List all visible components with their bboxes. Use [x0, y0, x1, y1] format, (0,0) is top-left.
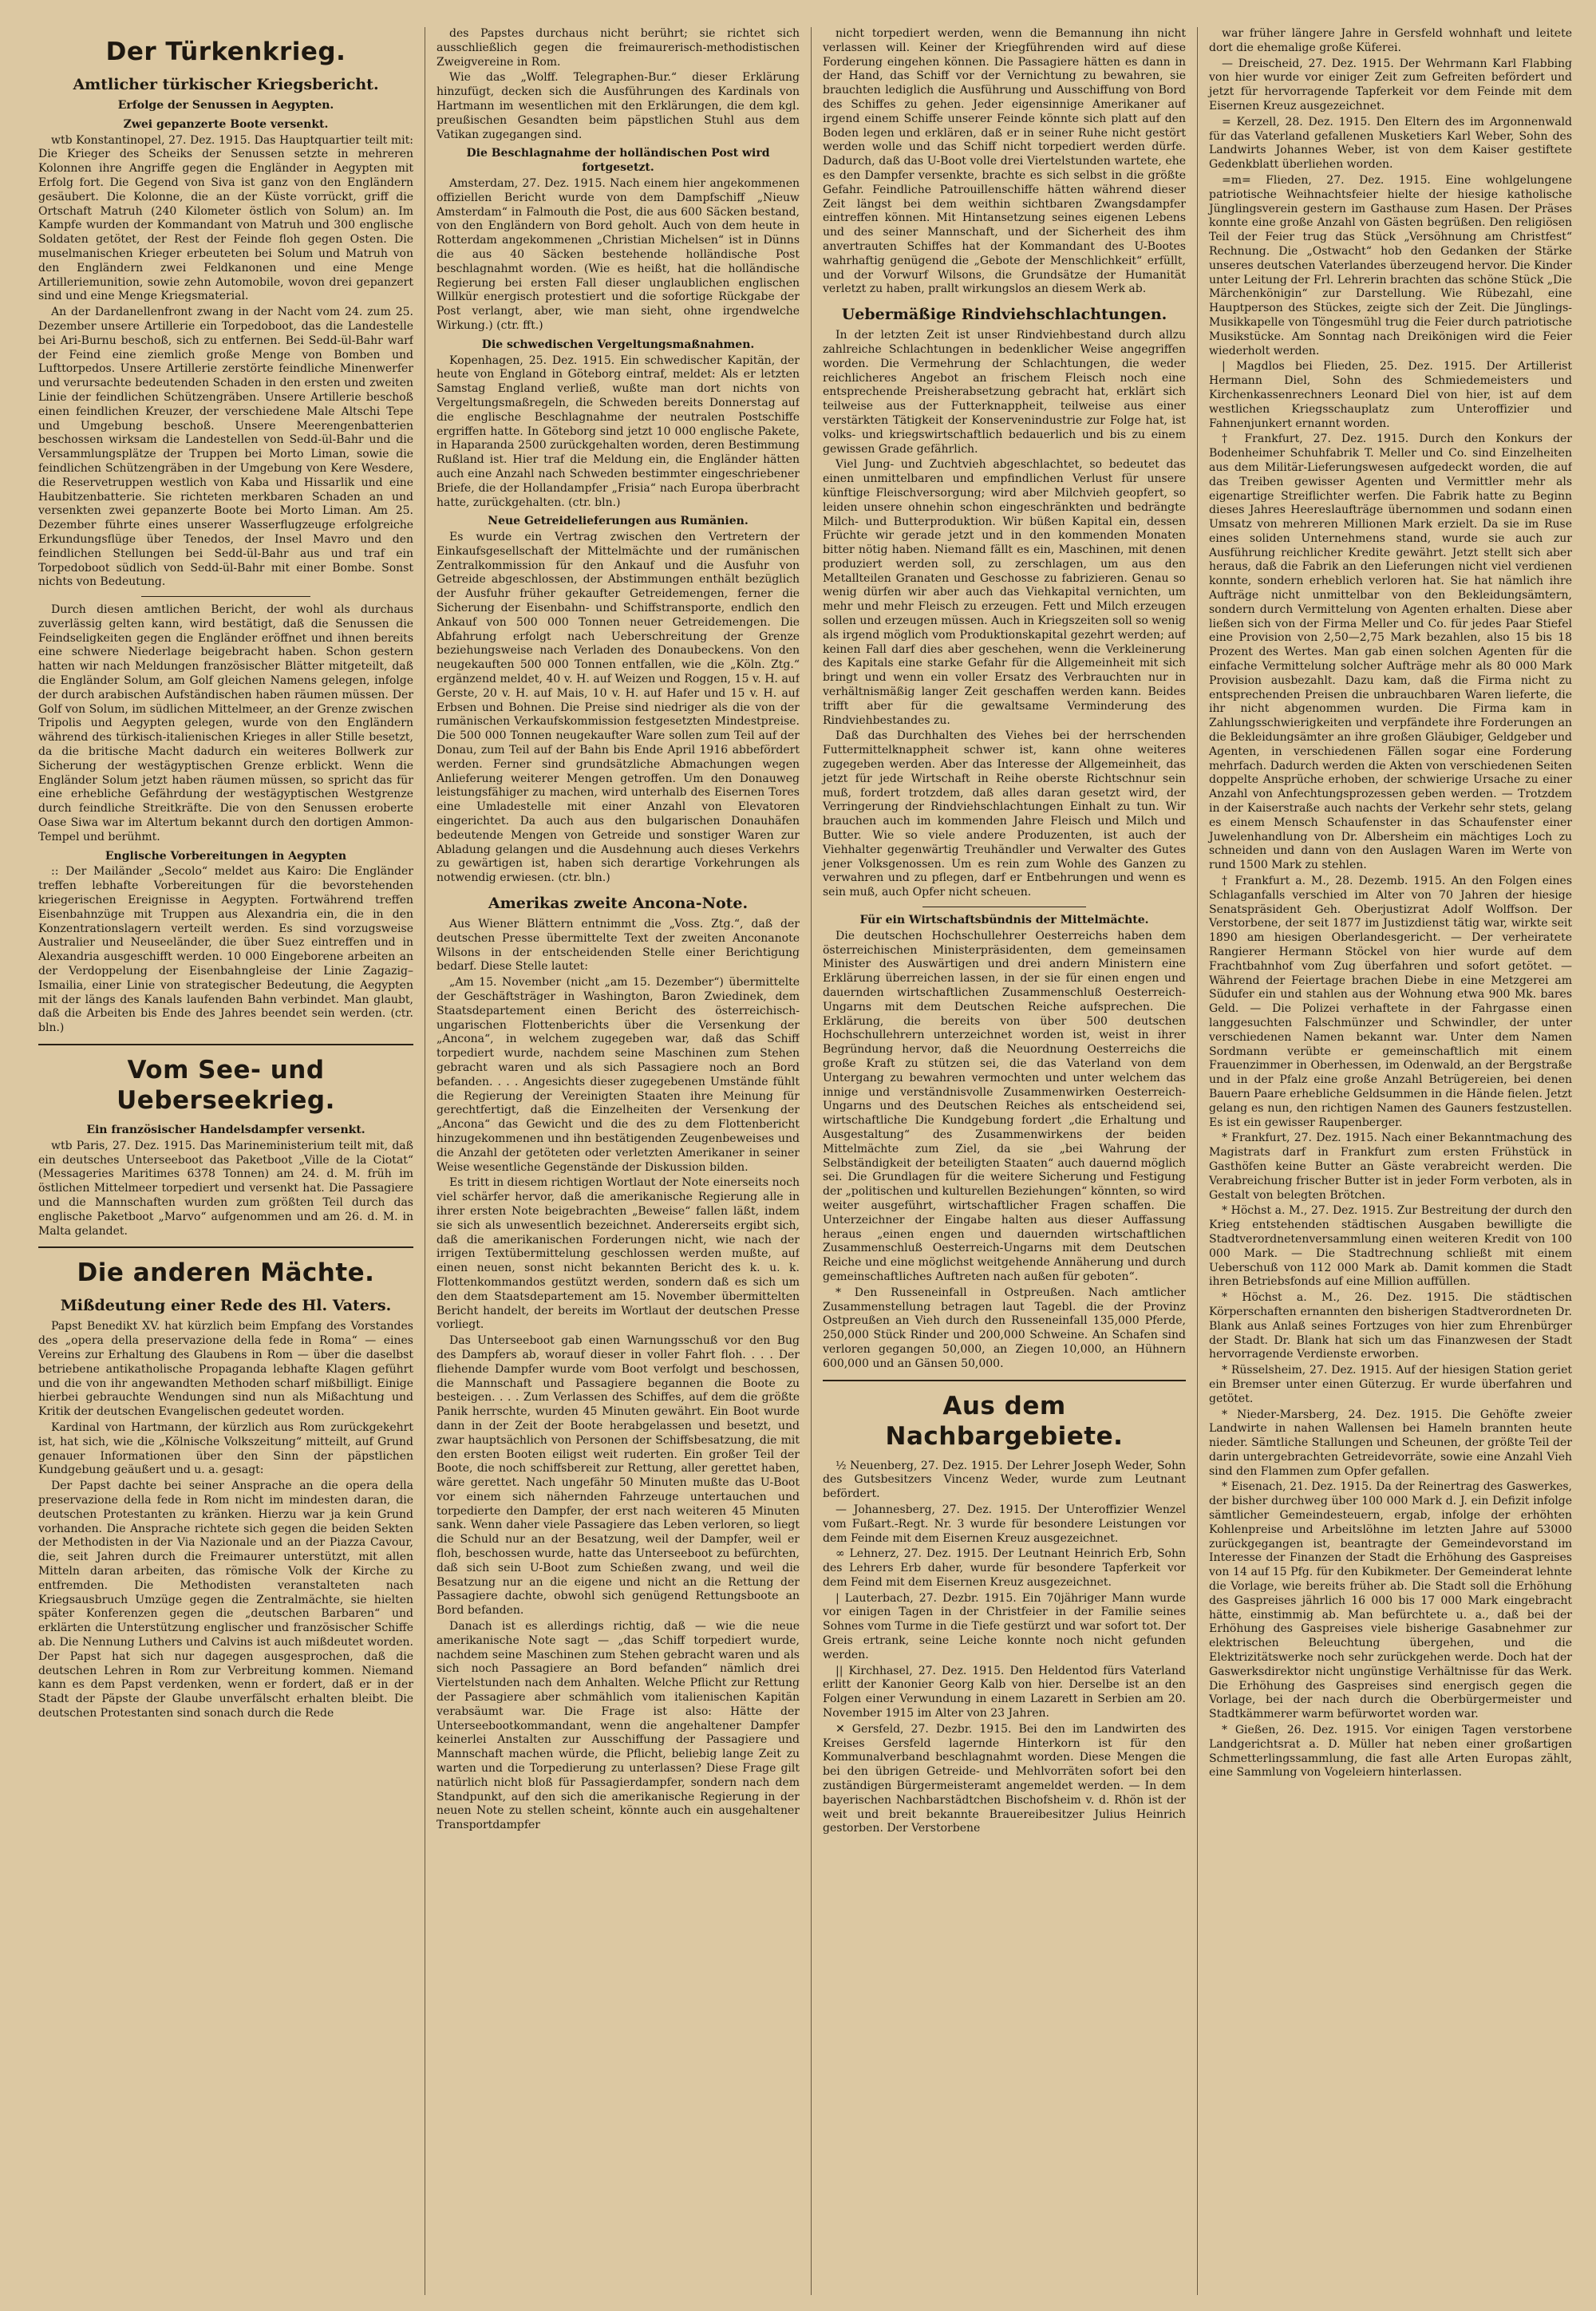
paragraph: Es wurde ein Vertrag zwischen den Vertretern der Einkaufsgesellschaft der Mittelmächte und der rumänischen Zentralkommission für den Ankauf und die Ausfuhr von Getreide abgeschlossen, der Abstimmungen enthält bezüglich der Ausfuhr früher gekaufter Getreidemengen, ferner die Sicherung der Eisenbahn- und Schiffstransporte, endlich den Ankauf von 500 000 Tonnen neuer Getreidemengen. Die Abfahrung erfolgt nach Ueberschreitung der Grenze beziehungsweise nach Verladen des Donaubeckens. Von den neugekauften 500 000 Tonnen entfallen, wie die „Köln. Ztg.“ ergänzend meldet, 40 v. H. auf Weizen und Roggen, 15 v. H. auf Gerste, 20 v. H. auf Mais, 10 v. H. auf Hafer und 15 v. H. auf Erbsen und Bohnen. Die Preise sind niedriger als die von der rumänischen Verkaufskommission festgesetzten Mindestpreise. Die 500 000 Tonnen neugekaufter Ware sollen zum Teil auf der Donau, zum Teil auf der Bahn bis Ende April 1916 abbefördert werden. Ferner sind grundsätzliche Abmachungen wegen Anlieferung weiterer Mengen getroffen. Um den Donauweg leistungsfähiger zu machen, wird unterhalb des Eisernen Tores eine Umladestelle mit einer Anzahl von Elevatoren eingerichtet. Da auch aus den bulgarischen Donauhäfen bedeutende Mengen von Getreide und sonstiger Waren zur Abladung gelangen und die Ausdehnung auch dieses Verkehrs zu gewärtigen ist, haben sich derartige Vorkehrungen als notwendig erwiesen. (ctr. bln.): [437, 531, 800, 885]
paragraph: | Lauterbach, 27. Dezbr. 1915. Ein 70jähriger Mann wurde vor einigen Tagen in der Christfeier in der Familie seines Sohnes vom Turme in die Tiefe gestürzt und war sofort tot. Der Greis ertrank, seine Leiche konnte noch nicht gefunden werden.: [823, 1591, 1186, 1661]
article-heading: Neue Getreidelieferungen aus Rumänien.: [488, 515, 749, 528]
paragraph: Kopenhagen, 25. Dez. 1915. Ein schwedischer Kapitän, der heute von England in Göteborg eintraf, meldet: Als er letzten Samstag England verließ, wußte man dort nichts von Vergeltungsmaßregeln, die Schweden bereits Donnerstag auf die englische Beschlagnahme der neutralen Postschiffe ergriffen hatte. In Göteborg sind jetzt 10 000 englische Pakete, in Haparanda 2500 zurückgehalten worden, deren Bestimmung Rußland ist. Hier traf die Meldung ein, die Engländer hätten auch eine Anzahl nach Schweden bestimmter eingeschriebener Briefe, die der Hollandampfer „Frisia“ nach Europa überbracht hatte, zurückgehalten. (ctr. bln.): [437, 354, 800, 509]
paragraph: = Kerzell, 28. Dez. 1915. Den Eltern des im Argonnenwald für das Vaterland gefallenen Musketiers Karl Weber, Sohn des Landwirts Johannes Weber, ist von dem Kaiser gestiftete Gedenkblatt überliehen worden.: [1209, 115, 1572, 172]
article-heading: Uebermäßige Rindviehschlachtungen.: [841, 306, 1167, 324]
divider: [823, 1380, 1186, 1381]
paragraph: || Kirchhasel, 27. Dez. 1915. Den Heldentod fürs Vaterland erlitt der Kanonier Georg Kalb von hier. Derselbe ist an den Folgen einer Verwundung in einem Lazarett in Serbien am 20. November 1915 im Alter von 23 Jahren.: [823, 1664, 1186, 1720]
paragraph: ½ Neuenberg, 27. Dez. 1915. Der Lehrer Joseph Weder, Sohn des Gutsbesitzers Vincenz Weder, wurde zum Leutnant befördert.: [823, 1459, 1186, 1501]
article-heading: Die schwedischen Vergeltungsmaßnahmen.: [481, 338, 755, 351]
paragraph: Daß das Durchhalten des Viehes bei der herrschenden Futtermittelknappheit schwer ist, kann ohne weiteres zugegeben werden. Aber das Interesse der Allgemeinheit, das jetzt für jede Wirtschaft in Reihe oberste Richtschnur sein muß, fordert trotzdem, daß alles daran gesetzt wird, der Verringerung der Rindviehschlachtungen Einhalt zu tun. Wir brauchen auch im kommenden Jahre Fleisch und Milch und Butter. Wie so viele andere Produzenten, ist auch der Viehhalter gegenwärtig Treuhändler und Verwalter des Gutes jener Volksgenossen. Um es rein zum Wohle des Ganzen zu verwahren und zu pflegen, darf er Entbehrungen und wenn es sein muß, auch Opfer nicht scheuen.: [823, 729, 1186, 899]
section-heading-seekrieg: Vom See- und Ueberseekrieg.: [117, 1056, 335, 1115]
paragraph: * Höchst a. M., 26. Dez. 1915. Die städtischen Körperschaften ernannten den bisherigen Stadtverordneten Dr. Blank aus Anlaß seines Fortzuges von hier zum Ehrenbürger der Stadt. Dr. Blank hat sich um das Finanzwesen der Stadt hervorragende Verdienste erworben.: [1209, 1291, 1572, 1361]
article-heading: Amtlicher türkischer Kriegsbericht.: [73, 76, 379, 93]
paragraph: Papst Benedikt XV. hat kürzlich beim Empfang des Vorstandes des „opera della preservazione della fede in Roma“ — eines Vereins zur Erhaltung des Glaubens in Rom — über die daselbst betriebene antikatholische Propaganda lebhafte Klagen geführt und die von ihr angewandten Methoden scharf mißbilligt. Einige hierbei gebrauchte Wendungen sind nun als Mißachtung und Kritik der deutschen Evangelischen gedeutet worden.: [38, 1320, 413, 1419]
article-heading: Für ein Wirtschaftsbündnis der Mittelmächte.: [859, 914, 1149, 927]
paragraph: Kardinal von Hartmann, der kürzlich aus Rom zurückgekehrt ist, hat sich, wie die „Kölnische Volkszeitung“ mitteilt, auf Grund genauer Informationen über den Sinn der päpstlichen Kundgebung geäußert und u. a. gesagt:: [38, 1420, 413, 1477]
paragraph: | Magdlos bei Flieden, 25. Dez. 1915. Der Artillerist Hermann Diel, Sohn des Schmiedemeisters und Kirchenkassenrechners Leonard Diel von hier, ist auf dem westlichen Kriegsschauplatz zum Unteroffizier und Fahnenjunkert ernannt worden.: [1209, 360, 1572, 430]
column-2: [425, 27, 800, 2295]
paragraph: Das Unterseeboot gab einen Warnungsschuß vor den Bug des Dampfers ab, worauf dieser in voller Fahrt floh. . . . Der fliehende Dampfer wurde vom Boot verfolgt und beschossen, die Mannschaft und Passagiere begannen die Boote zu besteigen. . . . Zum Verlassen des Schiffes, auf dem die größte Panik herrschte, wurden 45 Minuten gewährt. Ein Boot wurde dann in der Zeit der Boote herabgelassen und besetzt, und zwar hauptsächlich von Personen der Schiffsbesatzung, die mit den ersten Booten eiligst weit ruderten. Ein großer Teil der Boote, die noch schiffsbereit zur Rettung, aller gerettet haben, wäre gerettet. Nach ungefähr 50 Minuten mußte das U-Boot vor einem sich nähernden Fahrzeuge untertauchen und torpedierte den Dampfer, der erst nach weiteren 45 Minuten sank. Wenn daher viele Passagiere das Leben verloren, so liegt die Schuld nur an der Besatzung, weil der Dampfer, weil er floh, beschossen wurde, hatte das Unterseeboot zu befürchten, daß sich sein U-Boot zum Schießen zwang, und weil die Besatzung nur an die eigene und nicht an die Rettung der Passagiere dachte, obwohl sich genügend Rettungsboote an Bord befanden.: [437, 1334, 800, 1618]
columns: [38, 27, 1572, 2295]
paragraph: ✕ Gersfeld, 27. Dezbr. 1915. Bei den im Landwirten des Kreises Gersfeld lagernde Hinterkorn ist für den Kommunalverband beschlagnahmt worden. Diese Mengen die bei den übrigen Getreide- und Mehlvorräten sofort bei den zuständigen Bürgermeisteramt angemeldet werden. — In dem bayerischen Nachbarstädtchen Bischofsheim v. d. Rhön ist der weit und breit bekannte Brauereibesitzer Julius Heinrich gestorben. Der Verstorbene: [823, 1722, 1186, 1835]
section-heading-tuerkenkrieg: Der Türkenkrieg.: [105, 38, 346, 66]
paragraph: Aus Wiener Blättern entnimmt die „Voss. Ztg.“, daß der deutschen Presse übermittelte Text der zweiten Anconanote Wilsons in der entscheidenden Stelle einer Berichtigung bedarf. Diese Stelle lautet:: [437, 918, 800, 974]
article-heading: Englische Vorbereitungen in Aegypten: [105, 849, 347, 863]
paragraph: Danach ist es allerdings richtig, daß — wie die neue amerikanische Note sagt — „das Schiff torpediert wurde, nachdem seine Maschinen zum Stehen gebracht waren und als sich noch Passagiere an Bord befanden“ nämlich drei Viertelstunden nach dem Anhalten. Welche Pflicht zur Rettung der Passagiere aber schmählich vom italienischen Kapitän verabsäumt war. Die Frage ist also: Hätte der Unterseebootkommandant, wenn die angehaltener Dampfer keinerlei Anstalten zur Ausschiffung der Passagiere und Mannschaft machen würde, die Pflicht, beliebig lange Zeit zu warten und die Torpedierung zu unterlassen? Diese Frage gilt natürlich nicht bloß für Passagierdampfer, sondern nach dem Standpunkt, auf den sich die amerikanische Regierung in der neuen Note zu stellen scheint, könnte auch ein ausgehaltener Transportdampfer: [437, 1620, 800, 1832]
paragraph: In der letzten Zeit ist unser Rindviehbestand durch allzu zahlreiche Schlachtungen in bedenklicher Weise angegriffen worden. Die Vermehrung der Schlachtungen, die weder reichlicheres Angebot an frischem Fleisch noch eine entsprechende Preisherabsetzung gebracht hat, erklärt sich teilweise aus der Futterknappheit, teilweise aus einer verstärkten Tätigkeit der Konservenindustrie zur Folge hat, ist volks- und kriegswirtschaftlich bedauerlich und bis zu einem gewissen Grade gefährlich.: [823, 329, 1186, 456]
paragraph: — Dreischeid, 27. Dez. 1915. Der Wehrmann Karl Flabbing von hier wurde vor einiger Zeit zum Gefreiten befördert und jetzt für hervorragende Tapferkeit vor dem Feinde mit dem Eisernen Kreuz ausgezeichnet.: [1209, 57, 1572, 113]
paragraph: „Am 15. November (nicht „am 15. Dezember“) übermittelte der Geschäftsträger in Washington, Baron Zwiedinek, dem Staatsdepartement einen Bericht des österreichisch-ungarischen Flottenberichts über die Versenkung der „Ancona“, in welchem zugegeben war, daß das Schiff torpediert wurde, nachdem seine Maschinen zum Stehen gebracht waren und als sich Passagiere noch an Bord befanden. . . . Angesichts dieser zugegebenen Umstände fühlt die Regierung der Vereinigten Staaten ihre Meinung für gerechtfertigt, daß die Einzelheiten der Versenkung der „Ancona“ das Gewicht und die des zu dem Flottenbericht hinzugekommenen und ihn bestätigenden Zeugenbeweises und die Anzahl der getöteten oder verletzten Amerikaner in seiner Weise wesentliche Gegenstände der Diskussion bilden.: [437, 976, 800, 1174]
paragraph: * Gießen, 26. Dez. 1915. Vor einigen Tagen verstorbene Landgerichtsrat a. D. Müller hat neben einer großartigen Schmetterlingssammlung, die fast alle Arten Europas zählt, eine Sammlung von Vogeleiern hinterlassen.: [1209, 1724, 1572, 1780]
divider: [38, 1246, 413, 1248]
paragraph: † Frankfurt a. M., 28. Dezemb. 1915. An den Folgen eines Schlaganfalls verschied im Alter von 70 Jahren der hiesige Senatspräsident Geh. Oberjustizrat Adolf Wolffson. Der Verstorbene, der seit 1877 im Justizdienst tätig war, wirkte seit 1890 am hiesigen Oberlandesgericht. — Der verheiratete Rangierer Hermann Stöckel von hier wurde auf dem Frachtbahnhof vom Zug überfahren und sofort getötet. — Während der Feiertage brachen Diebe in eine Metzgerei am Südufer ein und stahlen aus der Wohnung etwa 900 Mk. bares Geld. — Die Polizei verhaftete in der Fahrgasse einen langgesuchten Falschmünzer und Schwindler, der unter verschiedenen Namen bekannt war. Unter dem Namen Sordmann verübte er gemeinschaftlich mit einem Frauenzimmer in Oberhessen, im Odenwald, an der Bergstraße und in der Pfalz eine große Anzahl Betrügereien, bei denen Bauern Paare erhebliche Geldsummen in die Hände fielen. Jetzt gelang es nun, den richtigen Namen des Gauners festzustellen. Es ist ein gewisser Raupenberger.: [1209, 875, 1572, 1129]
divider: [38, 1044, 413, 1045]
column-4: [1197, 27, 1572, 2295]
paragraph: * Rüsselsheim, 27. Dez. 1915. Auf der hiesigen Station geriet ein Bremser unter einen Güterzug. Er wurde überfahren und getötet.: [1209, 1364, 1572, 1405]
paragraph: des Papstes durchaus nicht berührt; sie richtet sich ausschließlich gegen die freimaurerisch-methodistischen Zweigvereine in Rom.: [437, 27, 800, 69]
paragraph: wtb Paris, 27. Dez. 1915. Das Marineministerium teilt mit, daß ein deutsches Unterseeboot das Paketboot „Ville de la Ciotat“ (Messageries Maritimes 6378 Tonnen) am 24. d. M. früh im östlichen Mittelmeer torpediert und versenkt hat. Die Passagiere und die Mannschaften wurden zum größten Teil durch das englische Paketboot „Marvo“ aufgenommen und am 26. d. M. in Malta gelandet.: [38, 1139, 413, 1238]
paragraph: * Frankfurt, 27. Dez. 1915. Nach einer Bekanntmachung des Magistrats darf in Frankfurt zum ersten Frühstück in Gasthöfen keine Butter an Gäste verabreicht werden. Die Verabreichung frischer Butter ist in jeder Form verboten, als in Gestalt von belegten Brötchen.: [1209, 1132, 1572, 1202]
divider: [141, 596, 310, 597]
paragraph: * Den Russeneinfall in Ostpreußen. Nach amtlicher Zusammenstellung betragen laut Tagebl. die der Provinz Ostpreußen an Vieh durch den Russeneinfall 135,000 Pferde, 250,000 Stück Rinder und 200,000 Schweine. An Schafen sind verloren gegangen 50,000, an Ziegen 10,000, an Hühnern 600,000 und an Gänsen 50,000.: [823, 1286, 1186, 1370]
paragraph: Viel Jung- und Zuchtvieh abgeschlachtet, so bedeutet das einen unmittelbaren und empfindlichen Verlust für unsere künftige Fleischversorgung; wird aber Milchvieh geopfert, so leiden unsere ohnehin schon eingeschränkten und bedrängte Milch- und Butterproduktion. Wir büßen Kapital ein, dessen Früchte wir gerade jetzt und in den kommenden Monaten bitter nötig haben. Niemand fällt es ein, Maschinen, mit denen produziert werden soll, zu zerschlagen, um aus den Metallteilen Granaten und Geschosse zu fabrizieren. Genau so wenig dürfen wir aber auch das Viehkapital vernichten, um mehr und mehr Fleisch zu erzeugen. Fett und Milch erzeugen sollen und erzeugen müssen. Auch in Kriegszeiten soll so wenig als irgend möglich vom Produktionskapital gezehrt werden; auf keinen Fall darf dies aber geschehen, wenn die Verkleinerung des Kapitals eine starke Gefahr für die Allgemeinheit mit sich bringt und wenn ein voller Ersatz des Verbrauchten nur in verhältnismäßig langer Zeit geschaffen werden kann. Beides trifft aber für die gewaltsame Verminderung des Rindviehbestandes zu.: [823, 458, 1186, 727]
article-subheading: Zwei gepanzerte Boote versenkt.: [123, 117, 329, 131]
paragraph: * Eisenach, 21. Dez. 1915. Da der Reinertrag des Gaswerkes, der bisher durchweg über 100 000 Mark d. J. ein Defizit infolge sämtlicher Gemeindesteuern, ergab, infolge der erhöhten Kohlenpreise und Arbeitslöhne im letzten Jahre auf 53000 zurückgegangen ist, beantragte der Gemeindevorstand im Interesse der Finanzen der Stadt die Erhöhung des Gaspreises von 14 auf 15 Pfg. für den Kubikmeter. Der Gemeinderat lehnte die Vorlage, wie bereits früher ab. Die Stadt soll die Erhöhung des Gaspreises jährlich 16 000 bis 17 000 Mark eingebracht hätte, einstimmig ab. Man befürchtete u. a., daß bei der Erhöhung des Gaspreises viele bisherige Gasabnehmer zur elektrischen Beleuchtung übergehen, und die Elektrizitätswerke noch sehr zurückgehen werde. Doch hat der Gaswerksdirektor nicht ungünstige Verhältnisse für das Werk. Die Erhöhung des Gaspreises sind energisch gegen die Vorlage, bei der nach durch die Oberbürgermeister und Stadtkämmerer warm befürwortet worden war.: [1209, 1480, 1572, 1721]
article-heading: Amerikas zweite Ancona-Note.: [488, 895, 749, 913]
article-subheading: Erfolge der Senussen in Aegypten.: [117, 99, 334, 112]
article-heading: Mißdeutung einer Rede des Hl. Vaters.: [60, 1297, 392, 1315]
paragraph: An der Dardanellenfront zwang in der Nacht vom 24. zum 25. Dezember unsere Artillerie ein Torpedoboot, das die Landestelle bei Ari-Burnu beschoß, sich zu entfernen. Bei Sedd-ül-Bahr warf der Feind eine ziemlich große Menge von Bomben und Lufttorpedos. Unsere Artillerie zerstörte feindliche Minenwerfer und verursachte bedeutenden Schaden in den ersten und zweiten Linie der feindlichen Schützengräben. Unsere Artillerie beschoß einen feindlichen Kreuzer, der verschiedene Male Altschi Tepe und Umgebung beschoß. Unsere Meerengenbatterien beschossen wirksam die Landestellen von Sedd-ül-Bahr und die Versammlungsplätze der Truppen bei Morto Liman, sowie die feindlichen Schützengräben in der Umgebung von Kere Wesdere, die Reservetruppen westlich von Kaba und Hissarlik und eine Haubitzenbatterie. Sie richteten merkbaren Schaden an und versenkten zwei gepanzerte Boote bei Morto Liman. Am 25. Dezember führte eines unserer Wasserflugzeuge erfolgreiche Erkundungsflüge über Tenedos, der Insel Mavro und den feindlichen Stellungen bei Sedd-ül-Bahr aus und traf ein Torpedoboot südlich von Sedd-ül-Bahr mit einer Bombe. Sonst nichts von Bedeutung.: [38, 306, 413, 589]
paragraph: nicht torpediert werden, wenn die Bemannung ihn nicht verlassen will. Keiner der Kriegführenden wird auf diese Forderung eingehen können. Die Passagiere hätten es dann in der Hand, das Schiff vor der Vernichtung zu bewahren, sie brauchten lediglich die Ausführung und Ausschiffung von Bord des Schiffes zu gehen. Jeder eigensinnige Amerikaner auf irgend einem Schiffe unserer Feinde könnte sich platt auf den Boden legen und erklären, daß er in seiner Ruhe nicht gestört werden wolle und das Schiff nicht torpediert werden dürfe. Dadurch, daß das U-Boot volle drei Viertelstunden wartete, ehe es den Dampfer versenkte, brachte es sich selbst in die größte Gefahr. Feindliche Patrouillenschiffe hätten während dieser Zeit längst bei dem weithin sichtbaren Zwangsdampfer eintreffen können. Mit Hintansetzung seines eigenen Lebens und des seiner Mannschaft, und der Sicherheit des ihm anvertrauten Schiffes hat der Kommandant des U-Bootes wahrhaftig genügend die „Gebote der Menschlichkeit“ erfüllt, und der Vorwurf Wilsons, die Grundsätze der Humanität verletzt zu haben, prallt wirkungslos an diesem Werk ab.: [823, 27, 1186, 296]
column-1: [38, 27, 413, 2295]
paragraph: Es tritt in diesem richtigen Wortlaut der Note einerseits noch viel schärfer hervor, daß die amerikanische Regierung alle in ihrer ersten Note beigebrachten „Beweise“ fallen läßt, indem sie sich als unwesentlich bezeichnet. Andererseits ergibt sich, daß die amerikanischen Forderungen nicht, wie nach der irrigen Textübermittelung geschlossen werden mußte, auf einen neuen, sonst nicht bekannten Bericht des k. u. k. Flottenkommandos gestützt werden, sondern daß es sich um den dem Staatsdepartement am 15. November übermittelten Bericht handelt, der bereits im Wortlaut der deutschen Presse vorliegt.: [437, 1176, 800, 1332]
paragraph: Wie das „Wolff. Telegraphen-Bur.“ dieser Erklärung hinzufügt, decken sich die Ausführungen des Kardinals von Hartmann im wesentlichen mit den Erklärungen, die dem kgl. preußischen Gesandten beim päpstlichen Stuhl aus dem Vatikan zugegangen sind.: [437, 71, 800, 141]
article-heading: Die Beschlagnahme der holländischen Post wird fortgesetzt.: [466, 147, 770, 175]
paragraph: war früher längere Jahre in Gersfeld wohnhaft und leitete dort die ehemalige große Küferei.: [1209, 27, 1572, 54]
paragraph: Die deutschen Hochschullehrer Oesterreichs haben dem österreichischen Ministerpräsidenten, dem gemeinsamen Minister des Auswärtigen und drei andern Ministern eine Erklärung überreichen lassen, in der sie für einen engen und dauernden wirtschaftlichen Zusammenschluß Oesterreich-Ungarns mit dem Deutschen Reiche aufsprechen. Die Erklärung, die bereits von über 500 deutschen Hochschullehrern unterzeichnet worden ist, weist in ihrer Begründung hervor, daß die Neuordnung Oesterreichs die große Kraft zu stützen sei, die das Vaterland von dem Untergang zu bewahren vermochten und unter welchem das innige und verständnisvolle Zusammenwirken Oesterreich-Ungarns und des Deutschen Reiches als entscheidend sei, wirtschaftliche Die Kundgebung fordert „die Erhaltung und Ausgestaltung“ des Zusammenwirkens der beiden Mittelmächte zum Ziel, da sie „bei Wahrung der Selbständigkeit der beteiligten Staaten“ auch dauernd möglich sei. Die Grundlagen für die weitere Sicherung und Festigung der „politischen und kulturellen Beziehungen“ könnten, so wird weiter ausgeführt, wirtschaftlicher Fragen schaffen. Die Unterzeichner der Eingabe halten aus dieser Auffassung heraus „einen engen und dauernden wirtschaftlichen Zusammenschluß Oesterreich-Ungarns mit dem Deutschen Reiche und eine möglichst weitgehende Annäherung und durch gemeinschaftliches Auftreten nach außen für geboten“.: [823, 929, 1186, 1283]
paragraph: — Johannesberg, 27. Dez. 1915. Der Unteroffizier Wenzel vom Fußart.-Regt. Nr. 3 wurde für besondere Leistungen vor dem Feinde mit dem Eisernen Kreuz ausgezeichnet.: [823, 1503, 1186, 1545]
section-heading-nachbargebiete: Aus dem Nachbargebiete.: [885, 1391, 1124, 1451]
paragraph: * Nieder-Marsberg, 24. Dez. 1915. Die Gehöfte zweier Landwirte in nahen Wallensen bei Hameln brannten heute nieder. Sämtliche Stallungen und Scheunen, der größte Teil der darin untergebrachten Getreidevorräte, sowie eine Anzahl Vieh sind den Flammen zum Opfer gefallen.: [1209, 1408, 1572, 1478]
column-3: [811, 27, 1186, 2295]
paragraph: :: Der Mailänder „Secolo“ meldet aus Kairo: Die Engländer treffen lebhafte Vorbereitungen für die bevorstehenden kriegerischen Ereignisse in Aegypten. Fortwährend treffen Eisenbahnzüge mit Truppen aus Alexandria ein, die in den Konzentrationslagern verteilt werden. Es sind vorzugsweise Australier und Neuseeländer, die über Suez eintreffen und in Alexandria ausgeschifft werden. 10 000 Eingeborene arbeiten an der Verdoppelung der Eisenbahngleise der Linie Zagazig–Ismailia, einer Linie von strategischer Bedeutung, die Aegypten mit der längs des Kanals laufenden Bahn verbindet. Man glaubt, daß die Arbeiten bis Ende des Jahres beendet sein werden. (ctr. bln.): [38, 865, 413, 1035]
paragraph: wtb Konstantinopel, 27. Dez. 1915. Das Hauptquartier teilt mit: Die Krieger des Scheiks der Senussen setzte in mehreren Kolonnen ihre Angriffe gegen die Engländer in Aegypten mit Erfolg fort. Die Gegend von Siva ist ganz von den Engländern gesäubert. Die Kolonne, die an der Küste vorrückt, griff die Ortschaft Matruh (240 Kilometer östlich von Solum) an. Im Kampfe wurden der Kommandant von Matruh und 300 englische Soldaten getötet, der Rest der Feinde floh gegen Osten. Die muselmanischen Krieger erbeuteten bei Solum und Matruh von den Engländern zwei Feldkanonen und eine Menge Artilleriemunition, sowie zehn Automobile, wovon drei gepanzert sind und eine Menge Kriegsmaterial.: [38, 133, 413, 303]
paragraph: * Höchst a. M., 27. Dez. 1915. Zur Bestreitung der durch den Krieg entstehenden städtischen Ausgaben bewilligte die Stadtverordnetenversammlung einen weiteren Kredit von 100 000 Mark. — Die Stadtrechnung schließt mit einem Ueberschuß von 112 000 Mark ab. Damit kommen die Stadt ihren Betriebsfonds auf eine Million auffüllen.: [1209, 1204, 1572, 1289]
article-heading: Ein französischer Handelsdampfer versenkt.: [86, 1124, 365, 1136]
paragraph: Amsterdam, 27. Dez. 1915. Nach einem hier angekommenen offiziellen Bericht wurde von dem Dampfschiff „Nieuw Amsterdam“ in Falmouth die Post, die aus 600 Säcken bestand, von den Engländern von Bord geholt. Auch von dem heute in Rotterdam angekommenen „Christian Michelsen“ ist in Dünns die aus 40 Säcken bestehende holländische Post beschlagnahmt worden. (Wie es heißt, hat die holländische Regierung bei ersten Fall dieser unglaublichen englischen Willkür energisch protestiert und die sofortige Rückgabe der Post verlangt, aber, wie man sieht, ohne irgendwelche Wirkung.) (ctr. fft.): [437, 176, 800, 332]
paragraph: Der Papst dachte bei seiner Ansprache an die opera della preservazione della fede in Rom nicht im mindesten daran, die deutschen Protestanten zu kränken. Hierzu war ja kein Grund vorhanden. Die Ansprache richtete sich gegen die beiden Sekten der Methodisten in der Via Nazionale und an der Piazza Cavour, die, seit Jahren durch die Freimaurer unterstützt, mit allen Mitteln daran arbeiten, das römische Volk der Kirche zu entfremden. Die Methodisten veranstalteten nach Kriegsausbruch Umzüge gegen die Zentralmächte, sie hielten später Konferenzen gegen die „deutschen Barbaren“ und erklärten die Unterstützung englischer und französischer Schiffe ab. Die Nennung Luthers und Calvins ist auch mißdeutet worden. Der Papst hat sich nur dagegen ausgesprochen, daß die deutschen Lehren in Rom zur Verbreitung kommen. Niemand kann es dem Papst verdenken, wenn er fordert, daß er in der Stadt der Päpste der Glaube unverfälscht erhalten bleibt. Die deutschen Protestanten sind sonach durch die Rede: [38, 1479, 413, 1720]
paragraph: Durch diesen amtlichen Bericht, der wohl als durchaus zuverlässig gelten kann, wird bestätigt, daß die Senussen die Feindseligkeiten gegen die Engländer eröffnet und ihnen bereits eine schwere Niederlage beigebracht haben. Schon gestern hatten wir nach Meldungen französischer Blätter mitgeteilt, daß die Engländer Solum, am Golf gleichen Namens gelegen, infolge der durch arabischen Aufständischen haben räumen müssen. Der Golf von Solum, im südlichen Mittelmeer, an der Grenze zwischen Tripolis und Aegypten gelegen, wurde von den Engländern während des türkisch-italienischen Krieges in aller Stille besetzt, da die britische Macht dadurch ein weiteres Bollwerk zur Sicherung der westägyptischen Grenze erblickt. Wenn die Engländer Solum jetzt haben räumen müssen, so spricht das für eine erhebliche Gefährdung der westägyptischen Westgrenze durch feindliche Streitkräfte. Die von den Senussen eroberte Oase Siwa war im Altertum bekannt durch den dortigen Ammon-Tempel und berühmt.: [38, 603, 413, 843]
section-heading-andere-maechte: Die anderen Mächte.: [77, 1258, 375, 1288]
paragraph: † Frankfurt, 27. Dez. 1915. Durch den Konkurs der Bodenheimer Schuhfabrik T. Meller und Co. sind Einzelheiten aus dem Militär-Lieferungswesen aufgedeckt worden, die auf das Treiben gewisser Agenten und Vermittler mehr als eigenartige Streiflichter werfen. Die Fabrik hatte zu Beginn dieses Jahres Heereslaufträge übernommen und sodann einen Umsatz von mehreren Millionen Mark erzielt. Da sie im Ruse eines soliden Unternehmens stand, wurde sie auch zur Ausführung reichlicher Kredite gewährt. Jetzt stellt sich aber heraus, daß die Fabrik an den Lieferungen nicht viel verdienen konnte, sondern erheblich verloren hat. Sie hat nämlich ihre Aufträge nicht unmittelbar von den Bekleidungsämtern, sondern durch Vermittelung von Agenten erhalten. Diese aber ließen sich von der Firma Meller und Co. für jedes Paar Stiefel eine Provision von 2,50—2,75 Mark bezahlen, also 15 bis 18 Prozent des Wertes. Man gab einen solchen Agenten für die einfache Vermittelung solcher Aufträge mehr als 80 000 Mark Provision ausbezahlt. Dazu kam, daß die Firma nicht zu entsprechenden Preisen die unbrauchbaren Waren lieferte, die ihr nicht abgenommen wurden. Die Firma kam in Zahlungsschwierigkeiten und verpfändete ihre Forderungen an die Bekleidungsämter an ihre großen Gläubiger, Geldgeber und Agenten, in verschiedenen Fällen sogar eine Forderung mehrfach. Dadurch werden die Akten von verschiedenen Seiten doppelte Ansprüche erhoben, der schwierige Ursache zu einer Anzahl von Anfechtungsprozessen geben werden. — Trotzdem in der Kaiserstraße auch nachts der Verkehr sehr stets, gelang es einem Mensch Schaufenster in das Schaufenster einer Juwelenhandlung von Dr. Albersheim ein mächtiges Loch zu schneiden und dann von den Auslagen Waren im Werte von rund 1500 Mark zu stehlen.: [1209, 433, 1572, 872]
paragraph: =m= Flieden, 27. Dez. 1915. Eine wohlgelungene patriotische Weihnachtsfeier hielte der hiesige katholische Jünglingsverein gestern im Gasthause zum Hasen. Der Präses konnte eine große Anzahl von Gästen begrüßen. Den religiösen Teil der Feier trug das Stück „Versöhnung am Christfest“ Rechnung. Die „Ostwacht“ hob den Gedanken der Stärke unseres deutschen Vaterlandes überzeugend hervor. Die Kinder unter Leitung der Frl. Lehrerin brachten das schöne Stück „Die Märchenkönigin“ zur Darstellung. Wie Rübezahl, eine Hauptperson des Stückes, zeigte sich der Zeit. Die Jünglings-Musikkapelle von Töngesmühl trug die Feier durch patriotische Musikstücke. Am Sonntag nach Dreikönigen wird die Feier wiederholt werden.: [1209, 173, 1572, 358]
paragraph: ∞ Lehnerz, 27. Dez. 1915. Der Leutnant Heinrich Erb, Sohn des Lehrers Erb daher, wurde für besondere Tapferkeit vor dem Feind mit dem Eisernen Kreuz ausgezeichnet.: [823, 1547, 1186, 1589]
